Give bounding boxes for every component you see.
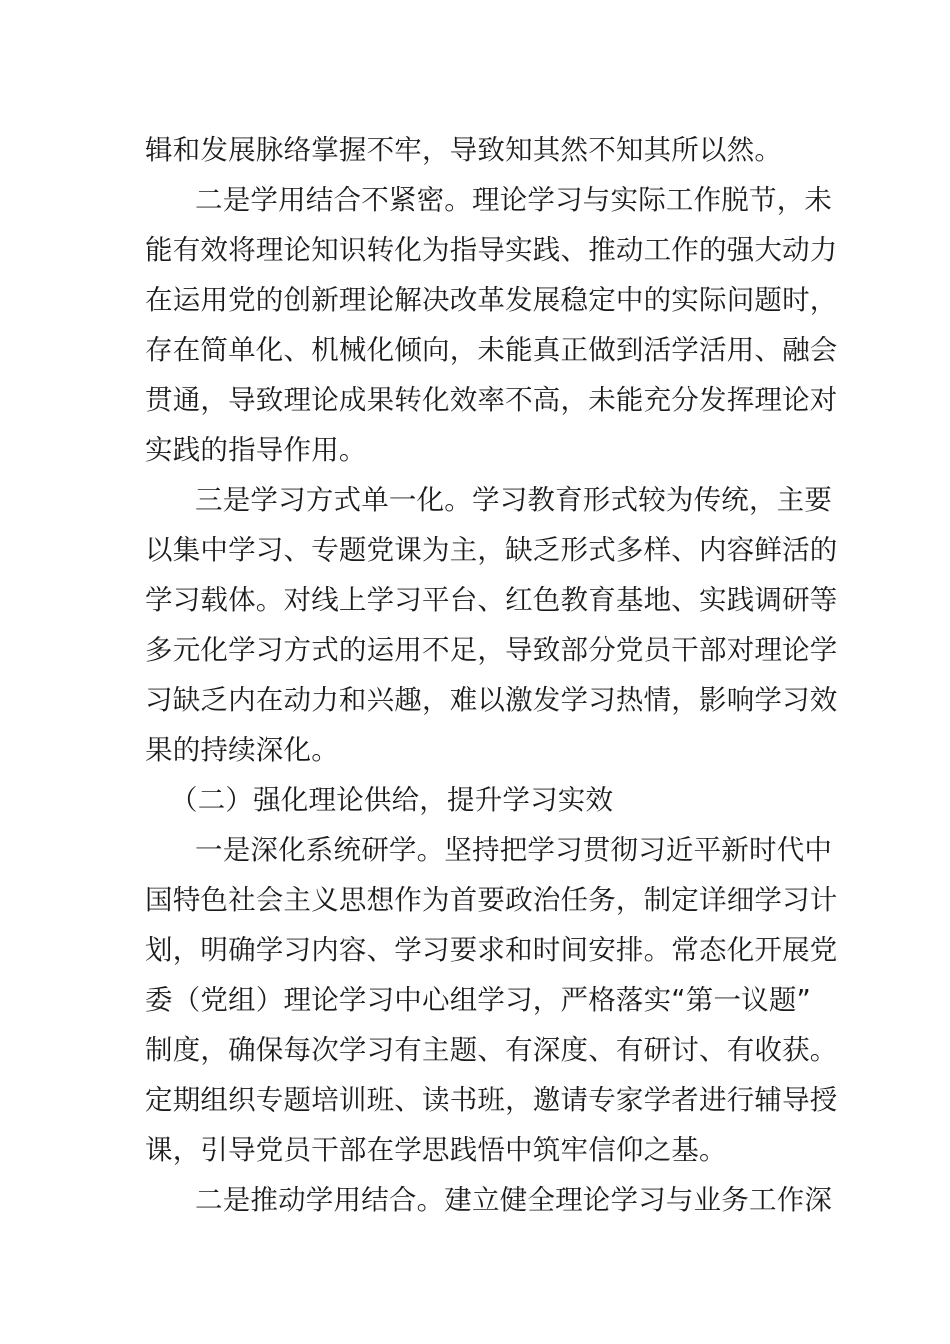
text-line: 能有效将理论知识转化为指导实践、推动工作的强大动力 bbox=[145, 234, 838, 266]
paragraph-start: 二是学用结合不紧密。理论学习与实际工作脱节，未 bbox=[195, 184, 833, 216]
text-line: 存在简单化、机械化倾向，未能真正做到活学活用、融会 bbox=[145, 334, 838, 366]
text-line: 学习载体。对线上学习平台、红色教育基地、实践调研等 bbox=[145, 584, 838, 616]
text-line: 习缺乏内在动力和兴趣，难以激发学习热情，影响学习效 bbox=[145, 684, 838, 716]
paragraph-start: 一是深化系统研学。坚持把学习贯彻习近平新时代中 bbox=[195, 834, 833, 866]
text-line: 果的持续深化。 bbox=[145, 734, 339, 766]
text-line: 课，引导党员干部在学思践悟中筑牢信仰之基。 bbox=[145, 1134, 727, 1166]
text-line: 多元化学习方式的运用不足，导致部分党员干部对理论学 bbox=[145, 634, 838, 666]
text-line: 制度，确保每次学习有主题、有深度、有研讨、有收获。 bbox=[145, 1034, 838, 1066]
paragraph-start: 二是推动学用结合。建立健全理论学习与业务工作深 bbox=[195, 1184, 833, 1216]
text-line: 划，明确学习内容、学习要求和时间安排。常态化开展党 bbox=[145, 934, 838, 966]
text-line: 定期组织专题培训班、读书班，邀请专家学者进行辅导授 bbox=[145, 1084, 838, 1116]
text-line: 国特色社会主义思想作为首要政治任务，制定详细学习计 bbox=[145, 884, 838, 916]
section-heading: （二）强化理论供给，提升学习实效 bbox=[170, 784, 614, 816]
text-line: 实践的指导作用。 bbox=[145, 434, 367, 466]
text-line: 以集中学习、专题党课为主，缺乏形式多样、内容鲜活的 bbox=[145, 534, 838, 566]
text-line: 委（党组）理论学习中心组学习，严格落实“第一议题” bbox=[145, 984, 811, 1016]
text-line: 在运用党的创新理论解决改革发展稳定中的实际问题时， bbox=[145, 284, 838, 316]
paragraph-start: 三是学习方式单一化。学习教育形式较为传统，主要 bbox=[195, 484, 833, 516]
text-line: 贯通，导致理论成果转化效率不高，未能充分发挥理论对 bbox=[145, 384, 838, 416]
text-line: 辑和发展脉络掌握不牢，导致知其然不知其所以然。 bbox=[145, 134, 783, 166]
